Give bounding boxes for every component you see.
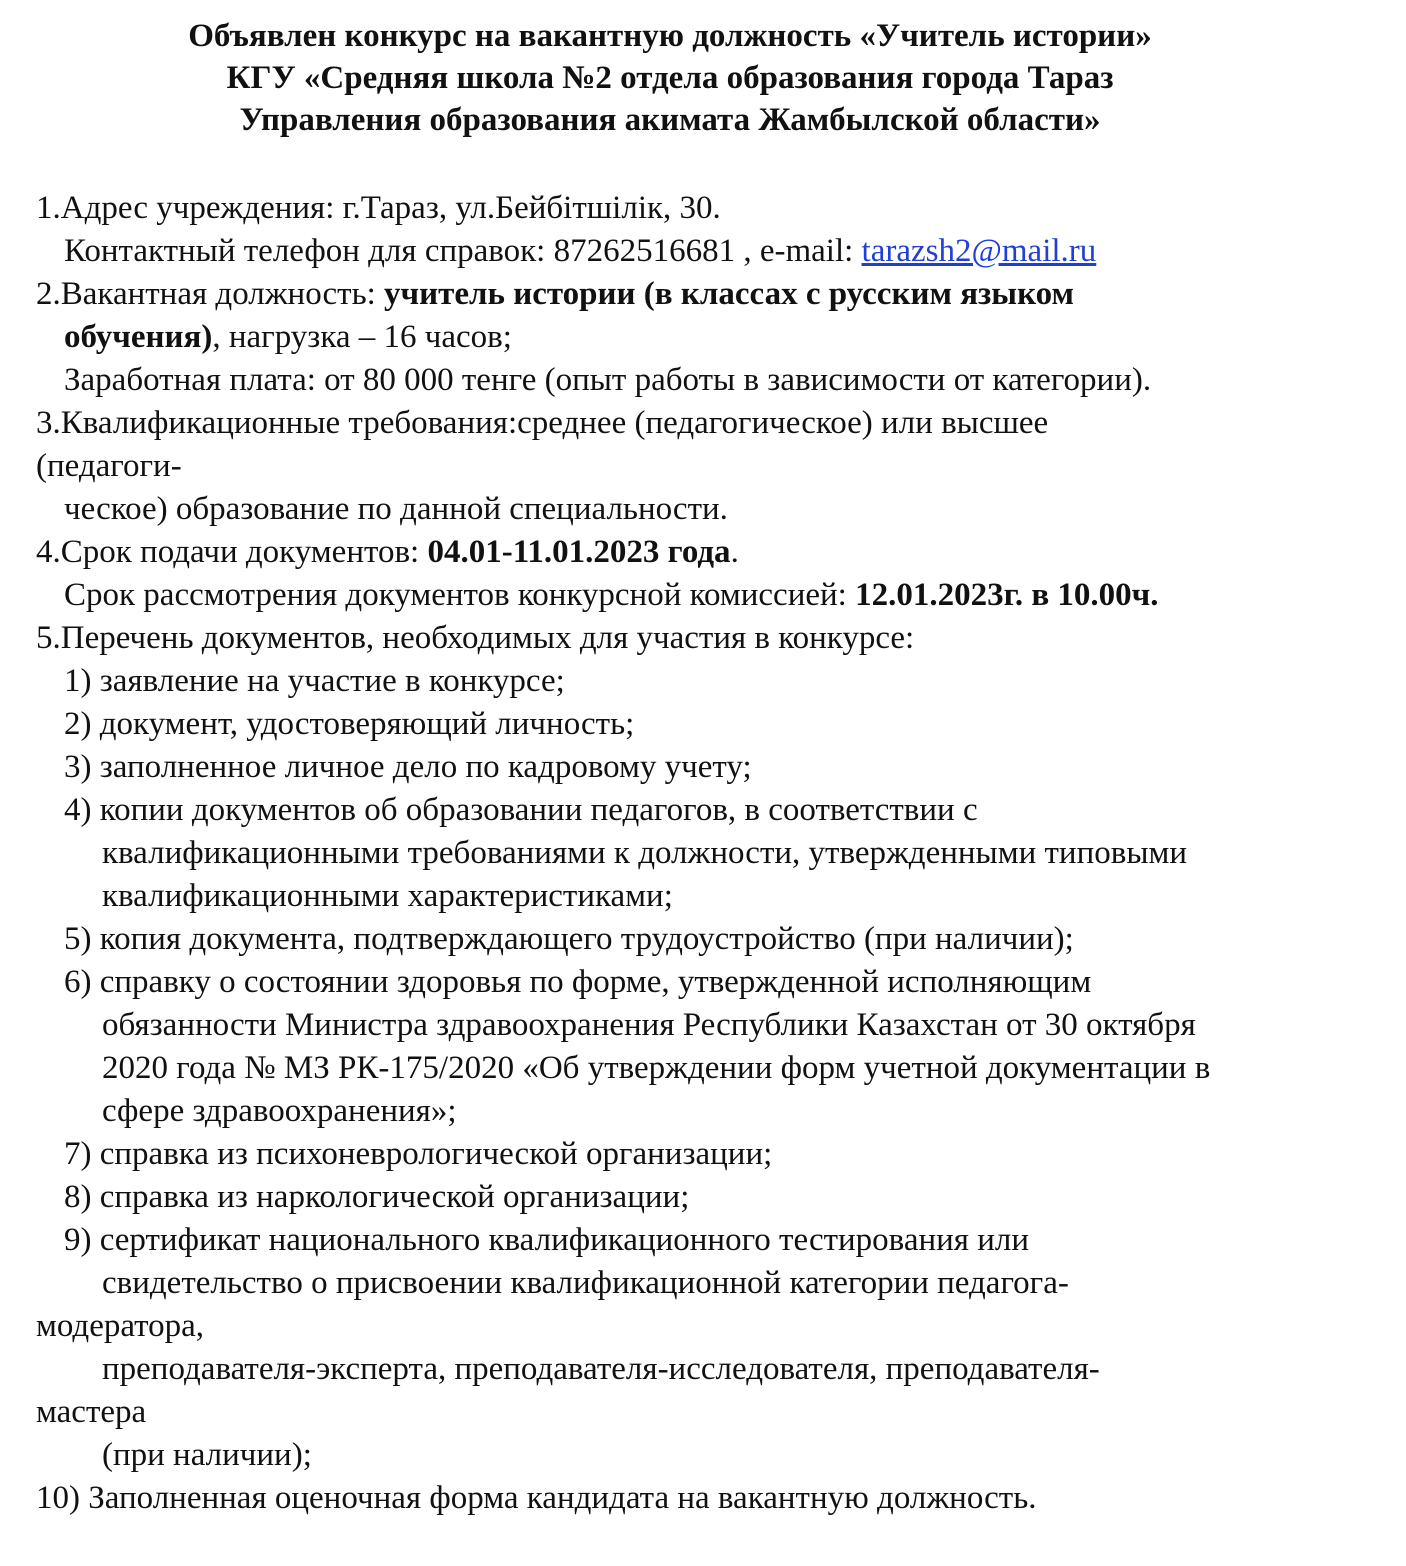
qualification-line-1: 3.Квалификационные требования:среднее (педагогическое) или высшее	[36, 405, 1049, 441]
deadline-line	[36, 530, 739, 574]
document-item-6-cont-3: сфере здравоохранения»;	[102, 1093, 457, 1129]
qualification-line-2: (педагоги-	[36, 448, 182, 484]
document-item-9-cont-5: (при наличии);	[102, 1437, 312, 1473]
document-item-9-cont-4: мастера	[36, 1394, 147, 1430]
deadline-label: 4.Срок подачи документов:	[36, 534, 428, 570]
document-item-5: 5) копия документа, подтверждающего трудоустройство (при наличии);	[64, 921, 1074, 957]
address-line: 1.Адрес учреждения: г.Тараз, ул.Бейбітшілік, 30.	[36, 190, 721, 226]
title-line-1: Объявлен конкурс на вакантную должность «Учитель истории»	[188, 18, 1152, 54]
document-item-7: 7) справка из психоневрологической организации;	[64, 1136, 773, 1172]
deadline-period: .	[730, 534, 739, 570]
document-item-4-cont-1: квалификационными требованиями к должности, утвержденными типовыми	[102, 835, 1188, 871]
email-link[interactable]: tarazsh2@mail.ru	[861, 233, 1097, 269]
vacancy-line	[36, 272, 1074, 316]
qualification-line-3: ческое) образование по данной специальности.	[64, 491, 728, 527]
title-line-2: КГУ «Средняя школа №2 отдела образования города Тараз	[226, 60, 1114, 96]
vacancy-position-cont: обучения)	[64, 319, 213, 355]
document-item-2: 2) документ, удостоверяющий личность;	[64, 706, 635, 742]
salary-line: Заработная плата: от 80 000 тенге (опыт работы в зависимости от категории).	[64, 362, 1152, 398]
vacancy-load-line	[64, 315, 512, 359]
document-item-4: 4) копии документов об образовании педагогов, в соответствии с	[64, 792, 978, 828]
documents-heading: 5.Перечень документов, необходимых для участия в конкурсе:	[36, 620, 915, 656]
document-item-3: 3) заполненное личное дело по кадровому учету;	[64, 749, 752, 785]
document-item-9-cont-3: преподавателя-эксперта, преподавателя-исследователя, преподавателя-	[102, 1351, 1100, 1387]
document-item-9: 9) сертификат национального квалификационного тестирования или	[64, 1222, 1030, 1258]
document-item-10: 10) Заполненная оценочная форма кандидата на вакантную должность.	[36, 1480, 1037, 1516]
contact-text: Контактный телефон для справок: 87262516681 , e-mail:	[64, 233, 862, 269]
document-item-9-cont-1: свидетельство о присвоении квалификационной категории педагога-	[102, 1265, 1069, 1301]
review-date: 12.01.2023г. в 10.00ч.	[855, 577, 1159, 613]
document-item-6-cont-2: 2020 года № МЗ РК-175/2020 «Об утверждении форм учетной документации в	[102, 1050, 1211, 1086]
review-label: Срок рассмотрения документов конкурсной комиссией:	[64, 577, 856, 613]
document-item-4-cont-2: квалификационными характеристиками;	[102, 878, 673, 914]
vacancy-label: 2.Вакантная должность:	[36, 276, 385, 312]
deadline-dates: 04.01-11.01.2023 года	[427, 534, 731, 570]
review-line	[64, 573, 1159, 617]
document-item-6-cont-1: обязанности Министра здравоохранения Республики Казахстан от 30 октября	[102, 1007, 1196, 1043]
document-item-8: 8) справка из наркологической организации;	[64, 1179, 690, 1215]
contact-line	[64, 229, 1096, 273]
document-item-9-cont-2: модератора,	[36, 1308, 205, 1344]
document-item-1: 1) заявление на участие в конкурсе;	[64, 663, 565, 699]
vacancy-position: учитель истории (в классах с русским языком	[384, 276, 1075, 312]
document-item-6: 6) справку о состоянии здоровья по форме, утвержденной исполняющим	[64, 964, 1092, 1000]
vacancy-load: , нагрузка – 16 часов;	[212, 319, 512, 355]
title-line-3: Управления образования акимата Жамбылской области»	[239, 102, 1101, 138]
